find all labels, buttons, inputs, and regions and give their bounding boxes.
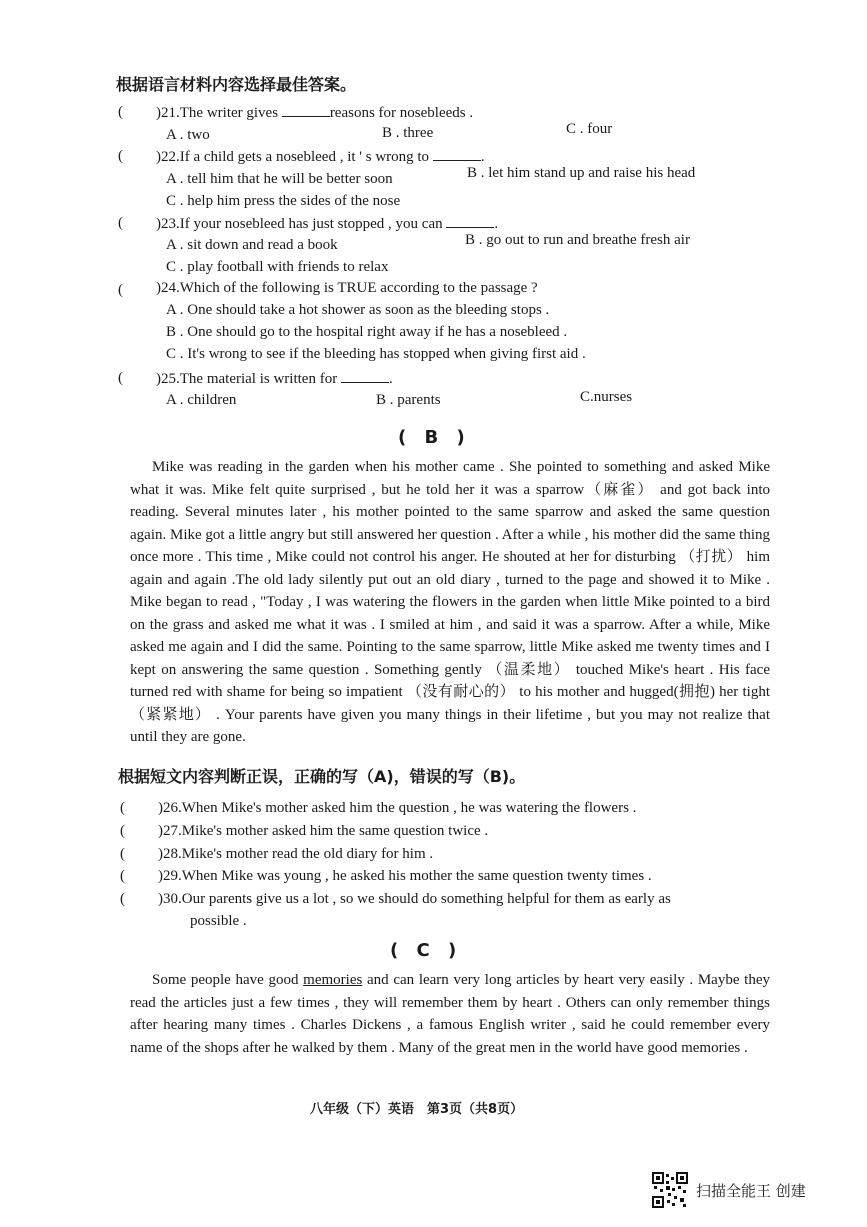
q23-option-c: C . play football with friends to relax [166,259,389,275]
q22-option-b: B . let him stand up and raise his head [467,165,696,181]
question-29: )29.When Mike was young , he asked his mother the same question twenty times . [158,868,652,884]
question-22: )22.If a child gets a nosebleed , it ' s wrong to . [156,149,485,165]
question-28: )28.Mike's mother read the old diary for him . [158,846,434,862]
answer-paren: ( [118,104,123,120]
answer-paren: ( [120,823,125,839]
q21-option-c: C . four [566,121,613,137]
answer-paren: ( [118,370,123,386]
passage-c [130,969,770,1059]
passage-b-text: Mike was reading in the garden when his mother came . She pointed to something and asked Mike what it was. Mike felt quite surprised , but he told her it was a sparrow（麻雀） and got back into reading. Several minutes later , his mother pointed to the same sparrow and asked the same question again. Mike got a little angry but still answered her question . After a while , his mother did the same thing once more . This time , Mike could not control his anger. He shouted at her for disturbing （打扰） him again and again .The old lady silently put out an old diary , turned to the page and showed it to Mike . Mike began to read , "Today , I was watering the flowers in the garden when little Mike pointed to a bird on the grass and asked me what it was . I smiled at him , and said it was a sparrow. After a while, Mike asked me again and I did the same. Pointing to the same sparrow, little Mike asked me twenty times and I kept on answering the same question . Something gently （温柔地） touched Mike's heart . His face turned red with shame for being so impatient （没有耐心的） to his mother and hugged(拥抱) her tight （紧紧地） . Your parents have given you many things in their lifetime , but you may not realize that until they are gone. [130,459,770,745]
q24-option-b: B . One should go to the hospital right away if he has a nosebleed . [166,324,568,340]
question-24: )24.Which of the following is TRUE according to the passage ? [156,280,538,296]
answer-paren: ( [118,148,123,164]
q24-option-a: A . One should take a hot shower as soon as the bleeding stops . [166,302,550,318]
q22-option-a: A . tell him that he will be better soon [166,171,393,187]
question-23: )23.If your nosebleed has just stopped , you can . [156,216,499,232]
section-a-heading: 根据语言材料内容选择最佳答案。 [116,75,357,94]
question-30-continued: possible . [190,913,247,929]
q25-option-b: B . parents [376,392,441,408]
q24-option-c: C . It's wrong to see if the bleeding has stopped when giving first aid . [166,346,586,362]
scanner-watermark [652,1172,806,1208]
scanner-text: 扫描全能王 创建 [696,1181,806,1200]
section-b-title: ( B ) [398,427,471,448]
question-30: )30.Our parents give us a lot , so we should do something helpful for them as early as [158,891,671,907]
answer-paren: ( [118,282,123,298]
q21-option-a: A . two [166,127,210,143]
page-footer: 八年级（下）英语 第3页（共8页） [310,1102,524,1117]
answer-paren: ( [118,215,123,231]
section-c-title: ( C ) [390,940,463,961]
question-26: )26.When Mike's mother asked him the question , he was watering the flowers . [158,800,637,816]
qr-code-icon [652,1172,688,1208]
answer-paren: ( [120,846,125,862]
answer-paren: ( [120,868,125,884]
underlined-word: memories [303,972,363,988]
question-25: )25.The material is written for . [156,371,393,387]
question-21: )21.The writer gives reasons for nosebleeds . [156,105,474,121]
answer-paren: ( [120,800,125,816]
passage-b [130,456,770,749]
answer-paren: ( [120,891,125,907]
q25-option-c: C.nurses [580,389,633,405]
q22-option-c: C . help him press the sides of the nose [166,193,401,209]
q23-option-b: B . go out to run and breathe fresh air [465,232,690,248]
q25-option-a: A . children [166,392,237,408]
question-27: )27.Mike's mother asked him the same question twice . [158,823,489,839]
true-false-heading: 根据短文内容判断正误，正确的写（A)，错误的写（B)。 [118,767,526,786]
passage-c-text-rest: and can learn very long articles by heart very easily . Maybe they read the articles just a few times , they will remember them by heart . Others can only remember things after hearing many times . Charles Dickens , a famous English writer , said he could remember every name of the shops after he walked by them . Many of the great men in the world have good memories . [130,972,771,1056]
passage-c-text-start: Some people have good [152,972,304,988]
q23-option-a: A . sit down and read a book [166,237,338,253]
q21-option-b: B . three [382,125,434,141]
